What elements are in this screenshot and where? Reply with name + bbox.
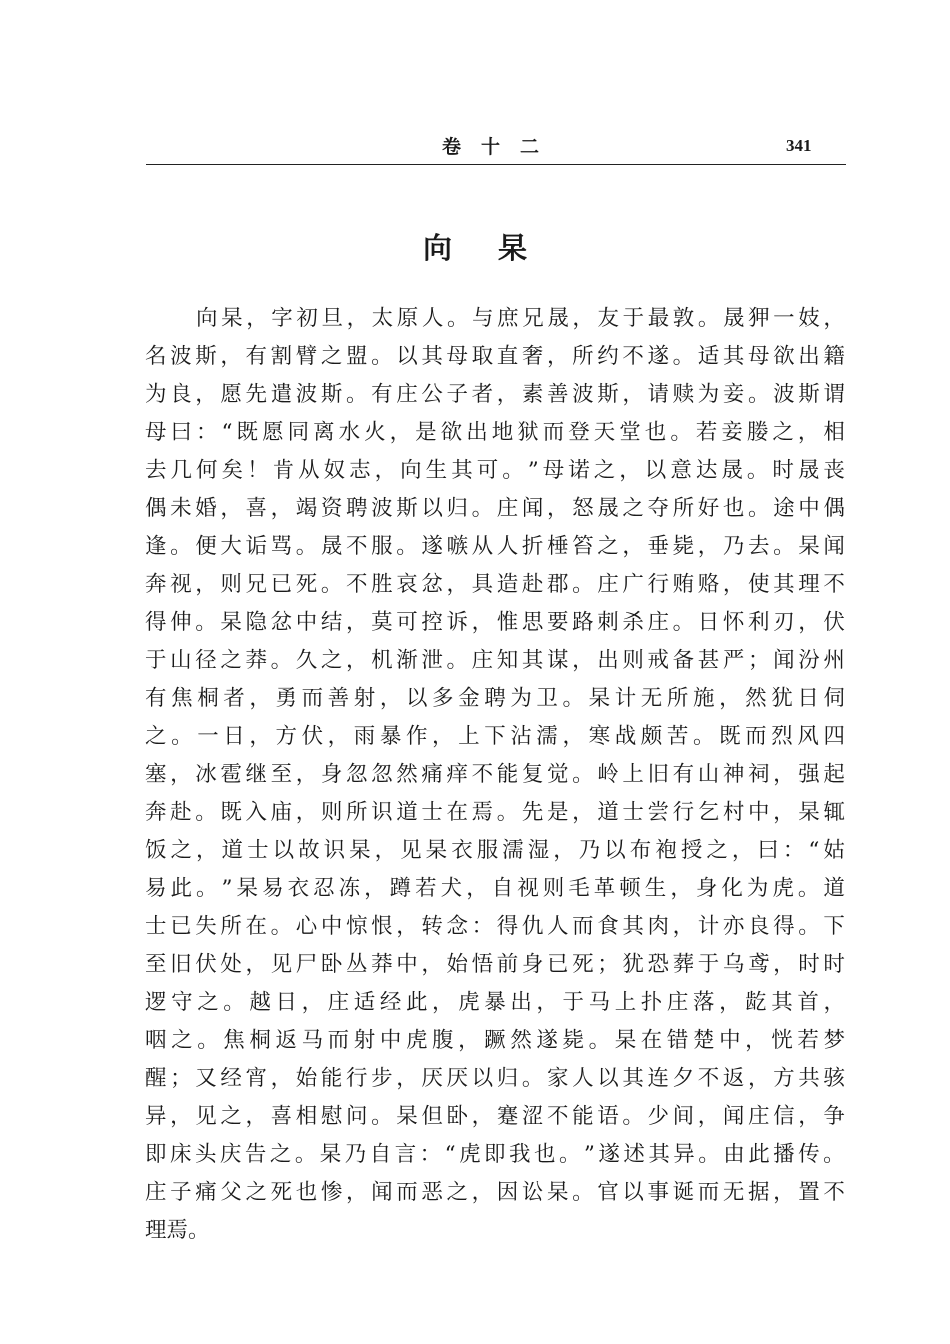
text-line: 奔 赴 。 既 入 庙 ， 则 所 识 道 士 在 焉 。 先 是 ， 道 士 尝 行 乞 村 中 ， 杲 辄 — [145, 800, 845, 825]
text-line: 饭 之 ， 道 士 以 故 识 杲 ， 见 杲 衣 服 濡 湿 ， 乃 以 布 袍 授 之 ， 曰 ： “ 姑 — [145, 838, 845, 863]
text-line: 去 几 何 矣 ！ 肯 从 奴 志 ， 向 生 其 可 。 ” 母 诺 之 ， 以 意 达 晟 。 时 晟 丧 — [145, 458, 845, 483]
text-line: 即 床 头 庆 告 之 。 杲 乃 自 言 ： “ 虎 即 我 也 。 ” 遂 述 其 异 。 由 此 播 传 。 — [145, 1142, 845, 1167]
text-line: 名 波 斯 ， 有 割 臂 之 盟 。 以 其 母 取 直 奢 ， 所 约 不 遂 。 适 其 母 欲 出 籍 — [145, 344, 845, 369]
text-line: 逢 。 便 大 诟 骂 。 晟 不 服 。 遂 嗾 从 人 折 棰 笞 之 ， 垂 毙 ， 乃 去 。 杲 闻 — [145, 534, 845, 559]
running-head — [0, 128, 950, 168]
text-line: 士 已 失 所 在 。 心 中 惊 恨 ， 转 念 ： 得 仇 人 而 食 其 肉 ， 计 亦 良 得 。 下 — [145, 914, 845, 939]
text-line: 易 此 。 ” 杲 易 衣 忍 冻 ， 蹲 若 犬 ， 自 视 则 毛 革 顿 生 ， 身 化 为 虎 。 道 — [145, 876, 845, 901]
story-paragraph — [145, 300, 845, 1250]
text-line: 奔 视 ， 则 兄 已 死 。 不 胜 哀 忿 ， 具 造 赴 郡 。 庄 广 行 贿 赂 ， 使 其 理 不 — [145, 572, 845, 597]
text-line: 偶 未 婚 ， 喜 ， 竭 资 聘 波 斯 以 归 。 庄 闻 ， 怒 晟 之 夺 所 好 也 。 途 中 偶 — [145, 496, 845, 521]
text-line: 塞 ， 冰 雹 继 至 ， 身 忽 忽 然 痛 痒 不 能 复 觉 。 岭 上 旧 有 山 神 祠 ， 强 起 — [145, 762, 845, 787]
text-line: 于 山 径 之 莽 。 久 之 ， 机 渐 泄 。 庄 知 其 谋 ， 出 则 戒 备 甚 严 ； 闻 汾 州 — [145, 648, 845, 673]
text-line: 醒 ； 又 经 宵 ， 始 能 行 步 ， 厌 厌 以 归 。 家 人 以 其 连 夕 不 返 ， 方 共 骇 — [145, 1066, 845, 1091]
page-number: 341 — [786, 136, 812, 155]
text-line: 理 焉 。 — [145, 1218, 210, 1243]
text-line: 逻 守 之 。 越 日 ， 庄 适 经 此 ， 虎 暴 出 ， 于 马 上 扑 庄 落 ， 龁 其 首 ， — [145, 990, 845, 1015]
text-line: 庄 子 痛 父 之 死 也 惨 ， 闻 而 恶 之 ， 因 讼 杲 。 官 以 事 诞 而 无 据 ， 置 不 — [145, 1180, 845, 1205]
text-line: 之 。 一 日 ， 方 伏 ， 雨 暴 作 ， 上 下 沾 濡 ， 寒 战 颇 苦 。 既 而 烈 风 四 — [145, 724, 845, 749]
text-line: 至 旧 伏 处 ， 见 尸 卧 丛 莽 中 ， 始 悟 前 身 已 死 ； 犹 恐 葬 于 乌 鸢 ， 时 时 — [145, 952, 845, 977]
header-rule — [146, 164, 846, 165]
text-line: 为 良 ， 愿 先 遣 波 斯 。 有 庄 公 子 者 ， 素 善 波 斯 ， 请 赎 为 妾 。 波 斯 谓 — [145, 382, 845, 407]
story-title: 向杲 — [422, 231, 573, 265]
text-line: 向 杲 ， 字 初 旦 ， 太 原 人 。 与 庶 兄 晟 ， 友 于 最 敦 。 晟 狎 一 妓 ， — [196, 306, 845, 331]
text-line: 得 伸 。 杲 隐 忿 中 结 ， 莫 可 控 诉 ， 惟 思 要 路 刺 杀 庄 。 日 怀 利 刃 ， 伏 — [145, 610, 845, 635]
text-line: 咽 之 。 焦 桐 返 马 而 射 中 虎 腹 ， 蹶 然 遂 毙 。 杲 在 错 楚 中 ， 恍 若 梦 — [145, 1028, 845, 1053]
chapter-title: 卷十二 — [442, 136, 560, 158]
text-line: 异 ， 见 之 ， 喜 相 慰 问 。 杲 但 卧 ， 蹇 涩 不 能 语 。 少 间 ， 闻 庄 信 ， 争 — [145, 1104, 845, 1129]
text-line: 母 曰 ： “ 既 愿 同 离 水 火 ， 是 欲 出 地 狱 而 登 天 堂 也 。 若 妾 媵 之 ， 相 — [145, 420, 845, 445]
text-line: 有 焦 桐 者 ， 勇 而 善 射 ， 以 多 金 聘 为 卫 。 杲 计 无 所 施 ， 然 犹 日 伺 — [145, 686, 845, 711]
